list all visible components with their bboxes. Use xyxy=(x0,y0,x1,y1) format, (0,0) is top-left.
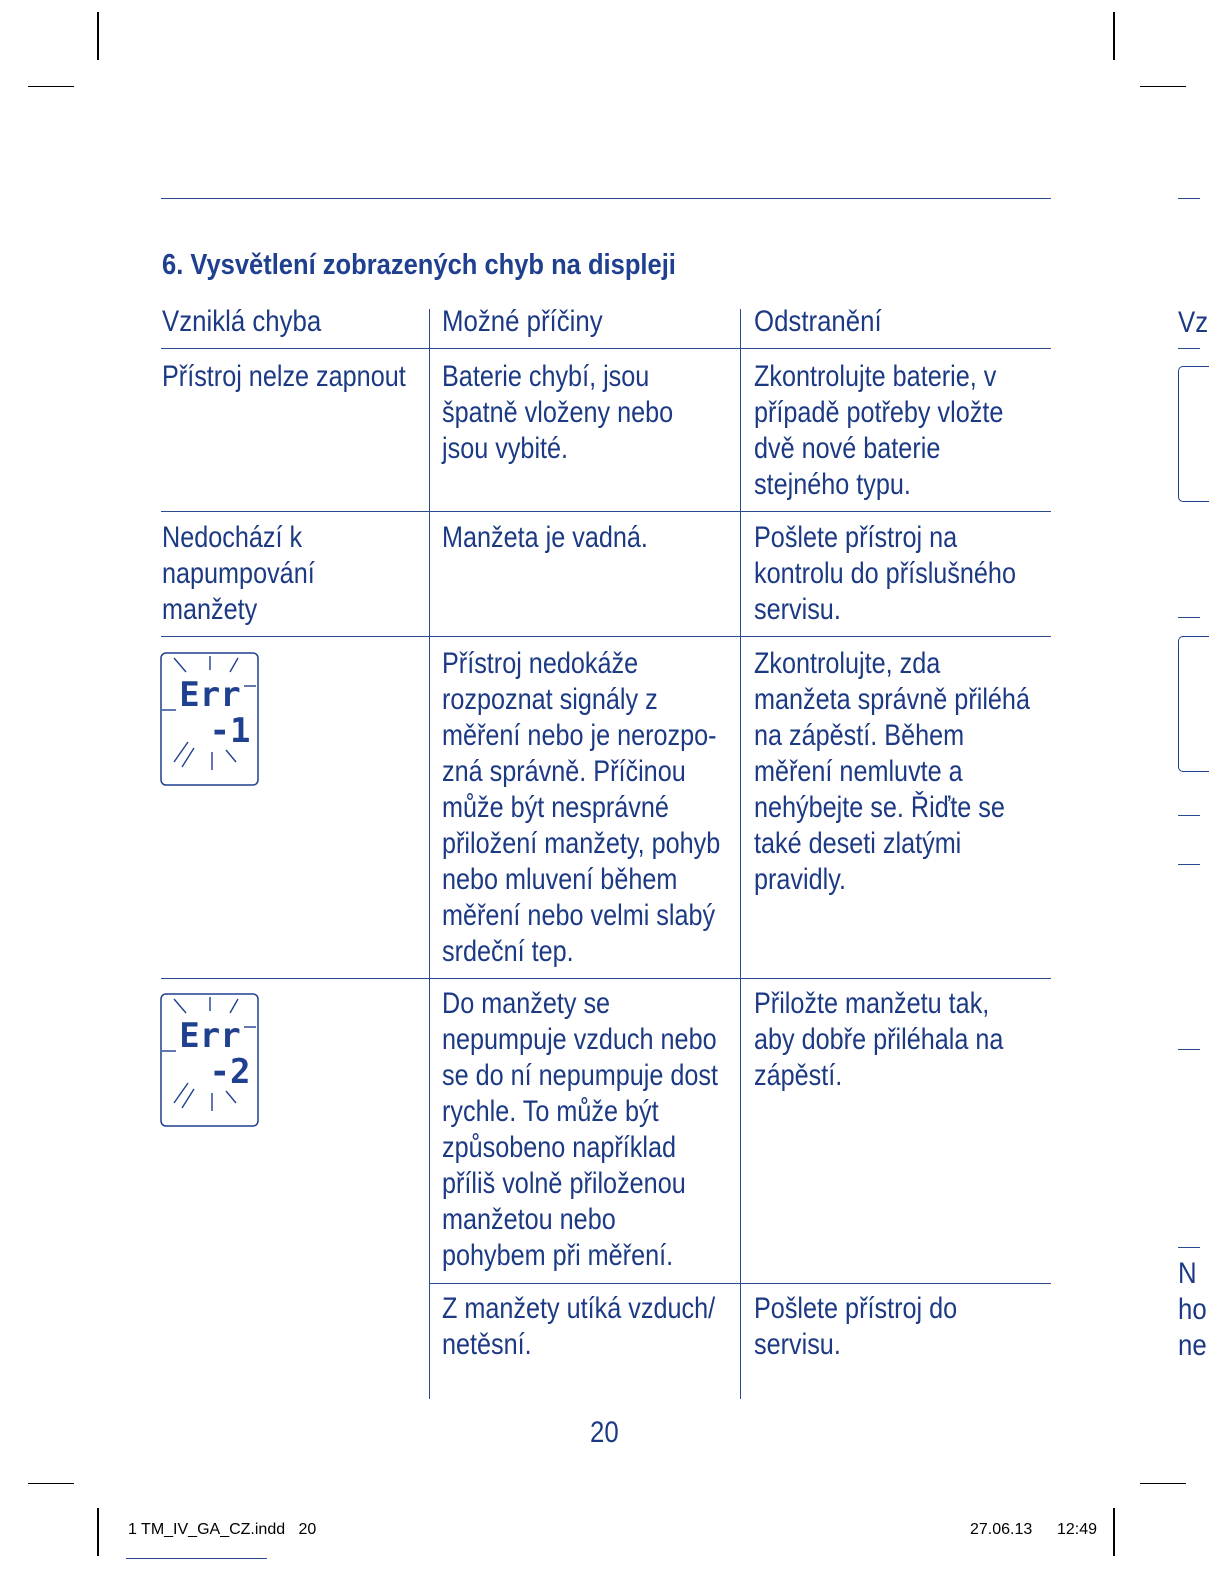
lcd-line-2: -2 xyxy=(209,1052,251,1092)
lcd-screen-icon xyxy=(160,993,260,1128)
next-page-rule xyxy=(1178,1049,1200,1050)
lcd-line-2: -1 xyxy=(209,711,251,751)
slug-rule xyxy=(126,1558,267,1559)
crop-mark xyxy=(1113,12,1115,60)
next-page-rule xyxy=(1178,198,1200,199)
cause-cell: Z manžety utíká vzduch/ netěsní. xyxy=(442,1292,716,1361)
section-title: 6. Vysvětlení zobrazených chyb na displeji xyxy=(162,249,676,281)
crop-mark xyxy=(28,1483,74,1484)
crop-mark xyxy=(97,1508,99,1556)
cause-cell: Do manžety se nepumpuje vzduch nebo se do ní nepumpuje dost rychle. To může být způsobeno například příliš volně přiloženou manžetou nebo pohybem při měření. xyxy=(442,987,719,1272)
lcd-line-1: Err xyxy=(179,1016,241,1056)
remedy-cell: Pošlete přístroj do servisu. xyxy=(754,1292,958,1361)
lcd-screen-icon xyxy=(160,652,260,787)
error-cell: Nedochází k napumpování manžety xyxy=(162,521,315,626)
next-page-rule xyxy=(1178,864,1200,865)
slug-time: 12:49 xyxy=(1057,1521,1098,1538)
crop-mark xyxy=(1140,1483,1186,1484)
lcd-display-err-1 xyxy=(160,652,260,787)
cause-cell: Baterie chybí, jsou špatně vloženy nebo jsou vybité. xyxy=(442,360,674,465)
crop-mark xyxy=(1140,86,1186,87)
top-rule xyxy=(161,198,1051,199)
remedy-cell: Pošlete přístroj na kontrolu do příslušného servisu. xyxy=(754,521,1016,626)
next-page-header-fragment: Vz xyxy=(1178,306,1209,339)
column-header-error: Vzniklá chyba xyxy=(162,305,322,338)
next-page-rule xyxy=(1178,1247,1200,1248)
next-page-lcd-fragment xyxy=(1178,636,1209,772)
next-page-rule xyxy=(1178,348,1200,349)
next-page-rule xyxy=(1178,815,1200,816)
next-page-lcd-fragment xyxy=(1178,366,1209,502)
remedy-cell: Přiložte manžetu tak, aby dobře přiléhala na zápěstí. xyxy=(754,987,1004,1092)
column-header-remedy: Odstranění xyxy=(754,305,882,338)
lcd-display-err-2 xyxy=(160,993,260,1128)
row-rule xyxy=(429,1283,1051,1284)
page-number: 20 xyxy=(590,1416,619,1449)
cause-cell: Manžeta je vadná. xyxy=(442,521,648,554)
row-rule xyxy=(161,511,1051,512)
next-page-rule xyxy=(1178,617,1200,618)
lcd-line-1: Err xyxy=(179,675,241,715)
cause-cell: Přístroj nedokáže rozpoznat signály z měření nebo je nerozpo- zná správně. Příčinou může být nesprávné přiložení manžety, pohyb nebo mluvení během měření nebo velmi slabý srdeční tep. xyxy=(442,647,721,968)
row-rule xyxy=(161,636,1051,637)
remedy-cell: Zkontrolujte baterie, v případě potřeby vložte dvě nové baterie stejného typu. xyxy=(754,360,1004,501)
error-cell: Přístroj nelze zapnout xyxy=(162,360,406,393)
crop-mark xyxy=(97,12,99,60)
next-page-text-fragment: N ho ne xyxy=(1178,1257,1207,1362)
remedy-cell: Zkontrolujte, zda manžeta správně přiléhá na zápěstí. Během měření nemluvte a nehýbejte se. Řiďte se také deseti zlatými pravidly. xyxy=(754,647,1030,896)
column-divider xyxy=(429,309,430,1399)
row-rule xyxy=(161,978,1051,979)
crop-mark xyxy=(28,86,74,87)
slug-file: 1 TM_IV_GA_CZ.indd 20 xyxy=(128,1521,317,1538)
slug-date: 27.06.13 xyxy=(970,1521,1033,1538)
header-rule xyxy=(161,348,1051,349)
column-header-cause: Možné příčiny xyxy=(442,305,603,338)
crop-mark xyxy=(1113,1508,1115,1556)
column-divider xyxy=(740,309,741,1399)
